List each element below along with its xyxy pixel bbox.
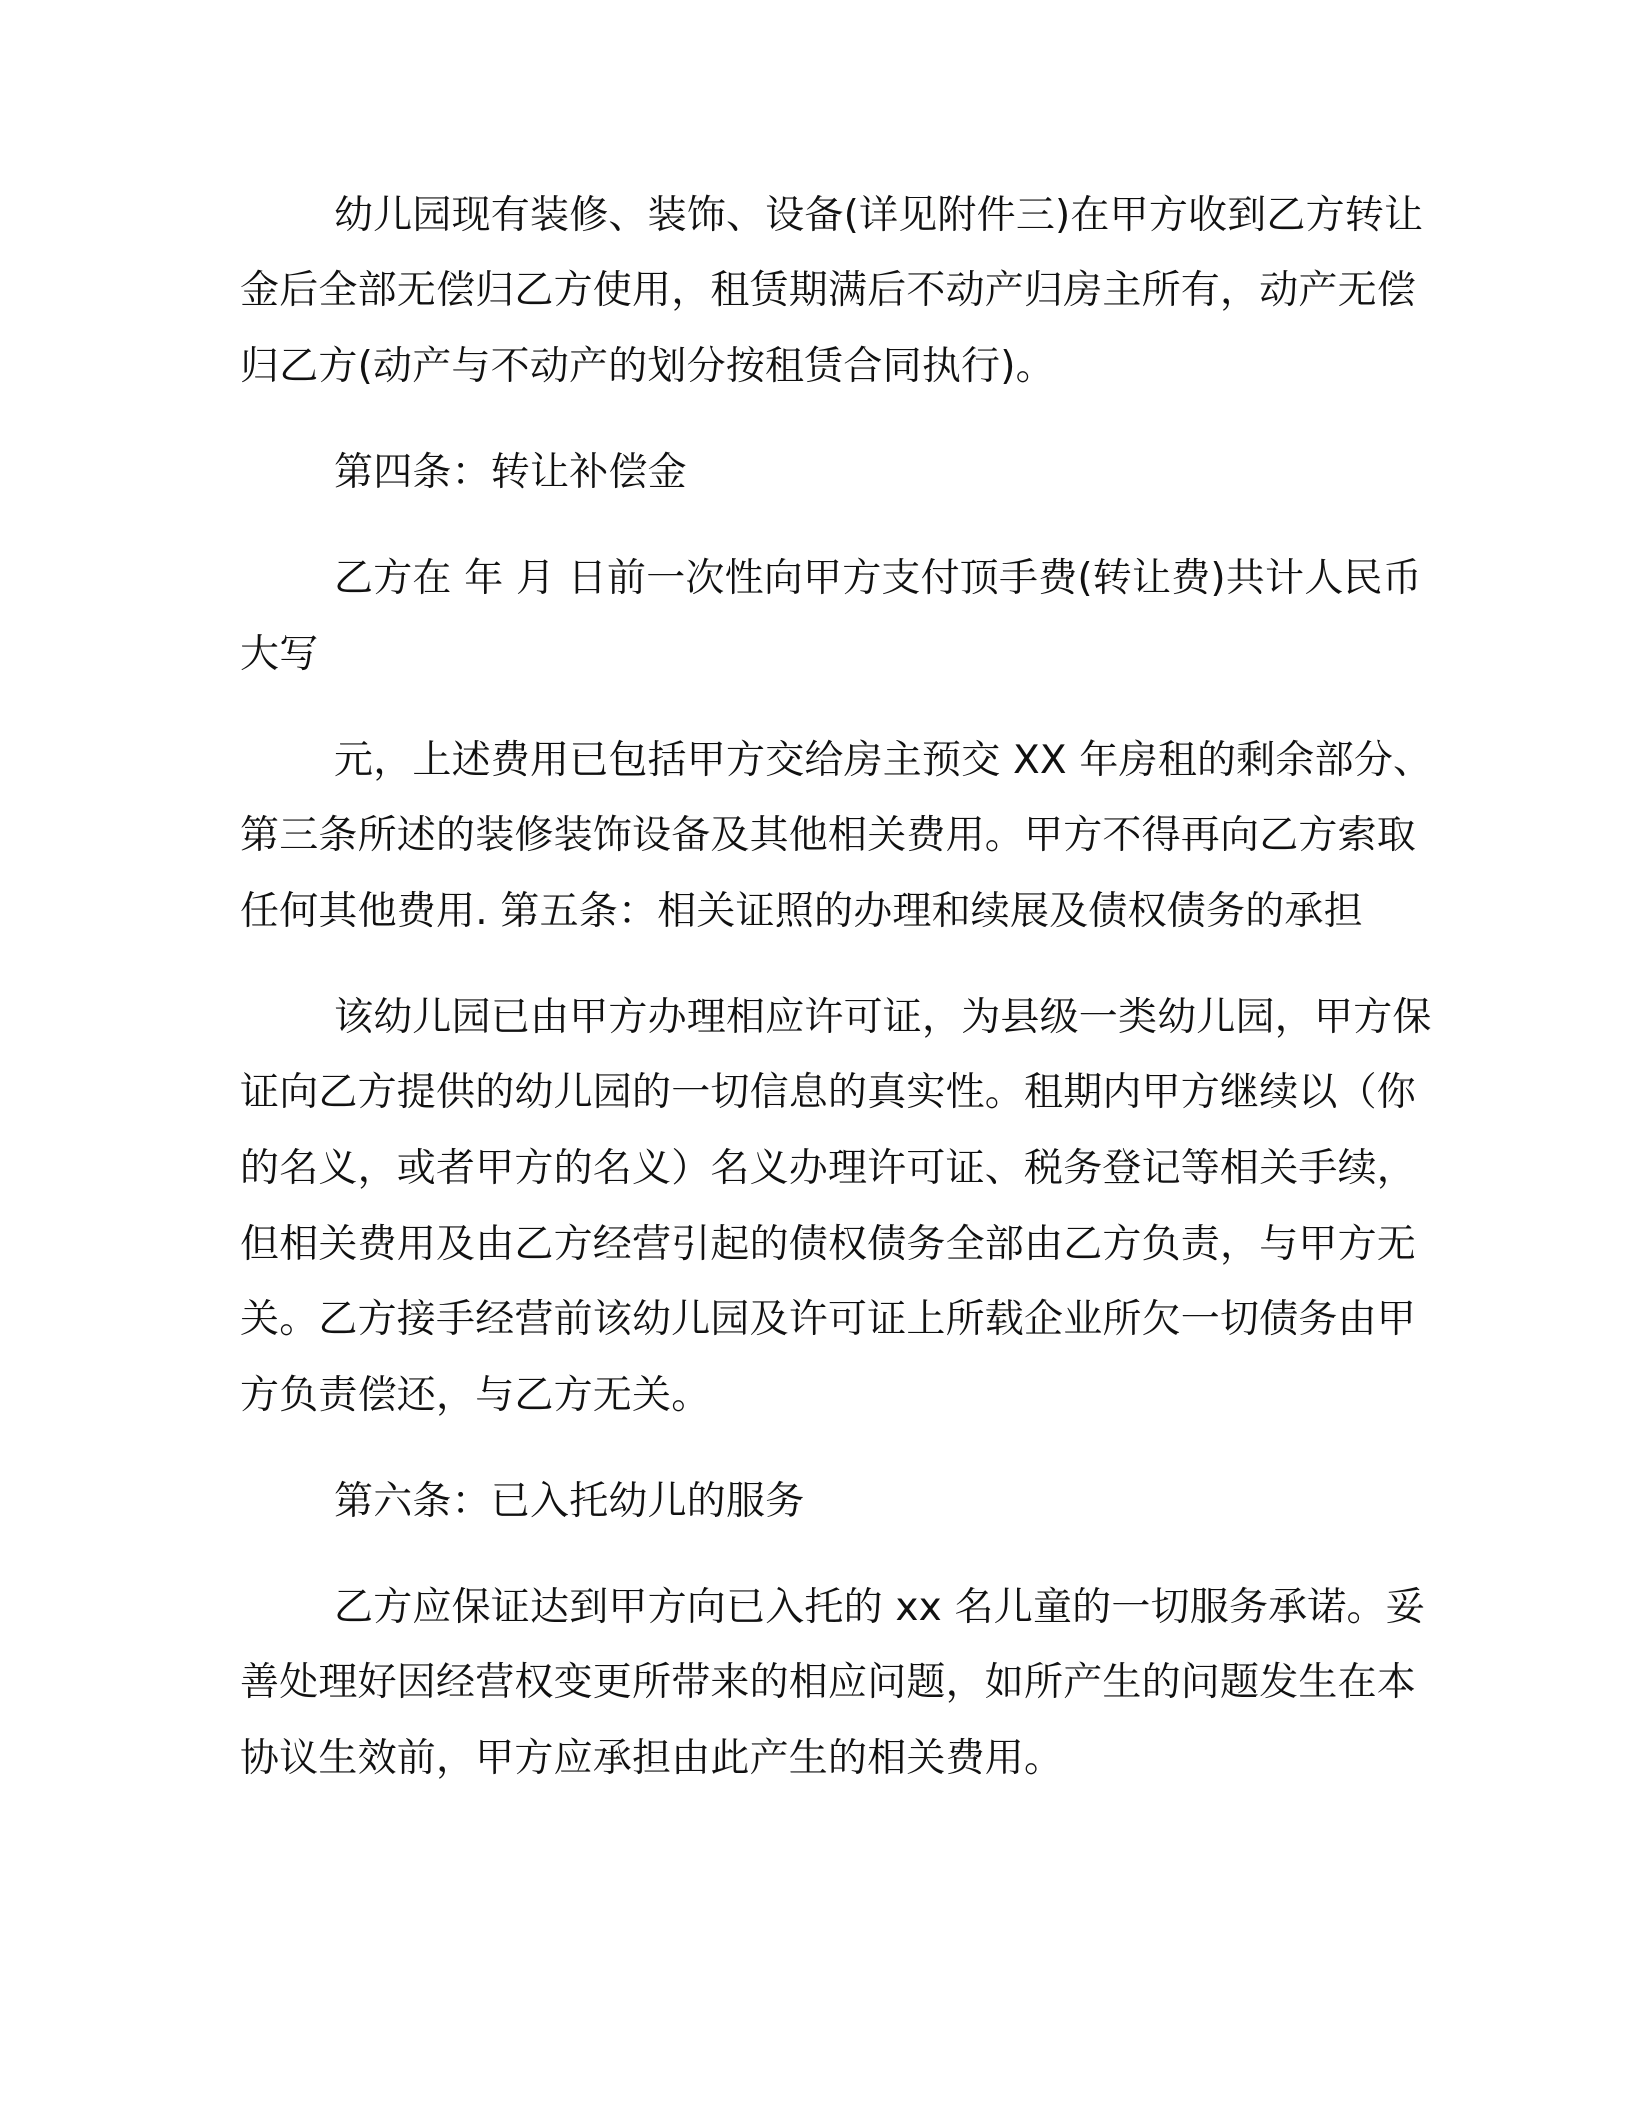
paragraph-license-line-5: 关。乙方接手经营前该幼儿园及许可证上所载企业所欠一切债务由甲 [240,1297,1417,1342]
paragraph-service-line-2: 善处理好因经营权变更所带来的相应问题，如所产生的问题发生在本 [240,1660,1417,1705]
paragraph-service-line-3: 协议生效前，甲方应承担由此产生的相关费用。 [240,1736,1064,1781]
paragraph-fees-line-2: 第三条所述的装修装饰设备及其他相关费用。甲方不得再向乙方索取 [240,813,1417,858]
paragraph-equipment-line-3: 归乙方(动产与不动产的划分按租赁合同执行)。 [240,344,1055,389]
paragraph-license-line-3: 的名义，或者甲方的名义）名义办理许可证、税务登记等相关手续， [240,1146,1417,1191]
article-4-heading: 第四条：转让补偿金 [334,450,687,495]
paragraph-payment-line-1: 乙方在 年 月 日前一次性向甲方支付顶手费(转让费)共计人民币 [334,556,1422,601]
paragraph-service-line-1: 乙方应保证达到甲方向已入托的 xx 名儿童的一切服务承诺。妥 [334,1585,1425,1630]
paragraph-license-line-6: 方负责偿还，与乙方无关。 [240,1373,711,1418]
paragraph-equipment-line-2: 金后全部无偿归乙方使用，租赁期满后不动产归房主所有，动产无偿 [240,268,1417,313]
paragraph-equipment-line-1: 幼儿园现有装修、装饰、设备(详见附件三)在甲方收到乙方转让 [334,193,1424,238]
paragraph-fees-line-1: 元，上述费用已包括甲方交给房主预交 XX 年房租的剩余部分、 [334,738,1433,783]
paragraph-license-line-2: 证向乙方提供的幼儿园的一切信息的真实性。租期内甲方继续以（你 [240,1070,1417,1115]
paragraph-payment-line-2: 大写 [240,632,319,677]
paragraph-fees-line-3: 任何其他费用. 第五条：相关证照的办理和续展及债权债务的承担 [240,889,1363,934]
paragraph-license-line-4: 但相关费用及由乙方经营引起的债权债务全部由乙方负责，与甲方无 [240,1222,1417,1267]
paragraph-license-line-1: 该幼儿园已由甲方办理相应许可证，为县级一类幼儿园，甲方保 [334,995,1432,1040]
article-6-heading: 第六条：已入托幼儿的服务 [334,1479,805,1524]
